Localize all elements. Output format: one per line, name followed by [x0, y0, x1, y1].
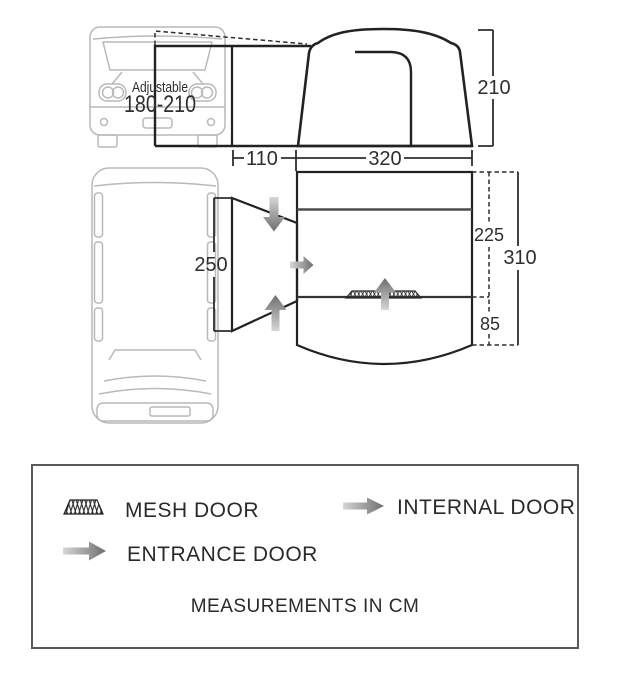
dim-total-depth-text: 310 — [503, 247, 537, 269]
width-dimension-line — [233, 148, 472, 171]
van-height-label: Adjustable — [132, 79, 188, 96]
legend-box — [32, 465, 578, 648]
door-arrows — [263, 197, 396, 331]
van-height-range: 180-210 — [124, 91, 196, 118]
depth-dimensions — [472, 172, 537, 345]
legend-internal-door-label: INTERNAL DOOR — [397, 496, 576, 519]
dim-tunnel-text: 110 — [246, 148, 278, 170]
legend-mesh-door-icon — [64, 500, 103, 514]
legend-entrance-door-label: ENTRANCE DOOR — [127, 543, 318, 566]
van-top-view — [92, 168, 218, 423]
dim-width-text: 320 — [368, 148, 402, 170]
awning-floor-plan — [297, 172, 472, 364]
dim-height-text: 210 — [477, 77, 511, 99]
entrance-door-arrow-up-icon — [265, 295, 287, 331]
entrance-door-arrow-down-icon — [263, 197, 285, 232]
legend-mesh-door-label: MESH DOOR — [125, 499, 260, 522]
side-door-outline — [355, 52, 411, 146]
dim-door-width-text: 250 — [194, 254, 228, 276]
tunnel-dimension-250 — [194, 198, 232, 331]
dim-rear-depth-text: 85 — [479, 314, 501, 334]
measurements-note: MEASUREMENTS IN CM — [190, 596, 420, 617]
dim-main-depth-text: 225 — [473, 225, 505, 245]
internal-door-arrow-icon — [290, 256, 314, 274]
height-dimension-210 — [477, 30, 510, 146]
